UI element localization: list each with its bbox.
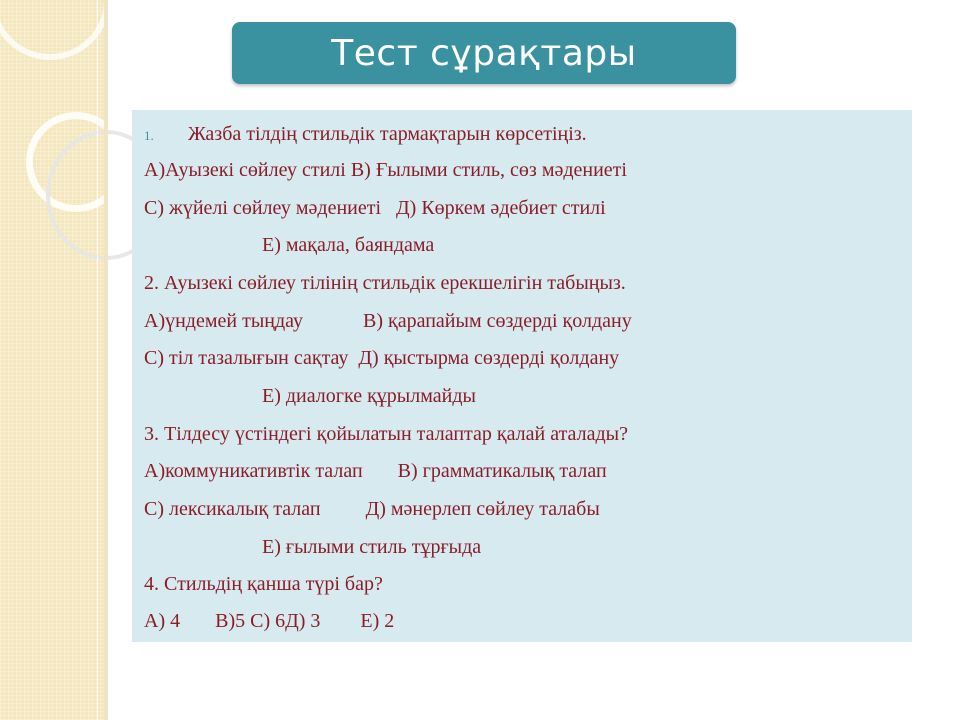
side-panel-edge xyxy=(104,0,108,720)
list-number: 1. xyxy=(144,128,154,143)
decorative-line xyxy=(97,0,98,720)
question-box xyxy=(132,110,912,642)
question-2-option-e: Е) диалогке құрылмайды xyxy=(262,385,476,407)
question-1-line xyxy=(144,123,587,146)
question-2-options-c-d: С) тіл тазалығын сақтау Д) қыстырма сөздерді қолдану xyxy=(144,347,620,369)
question-1-options-c-d: С) жүйелі сөйлеу мәдениеті Д) Көркем әдебиет стилі xyxy=(144,197,606,219)
question-1-text: Жазба тілдің стильдік тармақтарын көрсетіңіз. xyxy=(188,123,587,145)
question-1-option-e: Е) мақала, баяндама xyxy=(262,234,435,256)
question-3-options-a-b: А)коммуникативтік талап В) грамматикалық талап xyxy=(144,460,607,482)
question-3-option-e: Е) ғылыми стиль тұрғыда xyxy=(262,536,482,558)
question-3-options-c-d: С) лексикалық талап Д) мәнерлеп сөйлеу талабы xyxy=(144,498,600,520)
question-3-text: 3. Тілдесу үстіндегі қойылатын талаптар қалай аталады? xyxy=(144,423,628,445)
decorative-side-panel xyxy=(0,0,104,720)
decorative-ring xyxy=(0,0,110,60)
slide-title: Тест сұрақтары xyxy=(331,32,637,74)
question-2-text: 2. Ауызекі сөйлеу тілінің стильдік ерекшелігін табыңыз. xyxy=(144,272,626,294)
question-4-text: 4. Стильдің қанша түрі бар? xyxy=(144,573,383,595)
question-1-options-a-b: А)Ауызекі сөйлеу стилі В) Ғылыми стиль, сөз мәдениеті xyxy=(144,159,627,181)
title-banner xyxy=(232,22,736,84)
question-4-options: А) 4 В)5 С) 6Д) 3 Е) 2 xyxy=(144,610,395,632)
question-2-options-a-b: А)үндемей тыңдау В) қарапайым сөздерді қолдану xyxy=(144,310,632,332)
